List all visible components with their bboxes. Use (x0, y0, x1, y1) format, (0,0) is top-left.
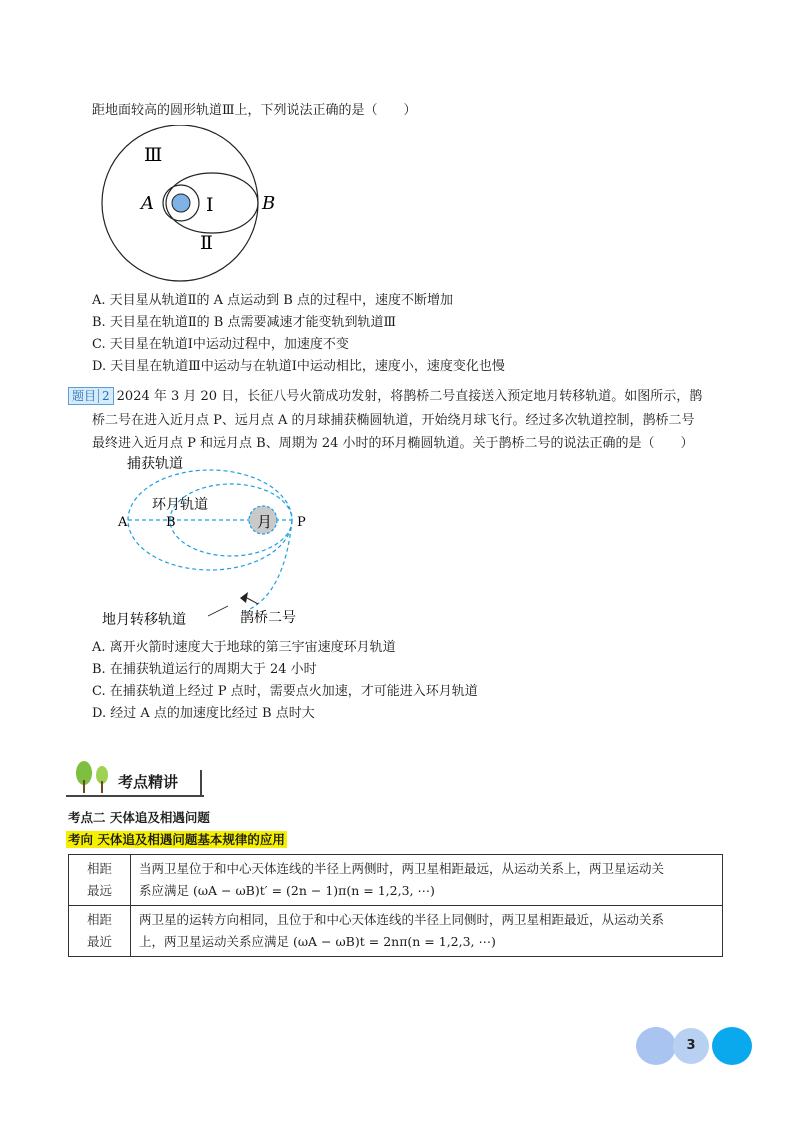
q2-stem-line-1: 题目 2 2024 年 3 月 20 日，长征八号火箭成功发射，将鹊桥二号直接送入预定地月转移轨道。如图所示，鹊 (68, 387, 702, 407)
earth-planet (172, 194, 190, 212)
q1-option-a: A. 天目星从轨道Ⅱ的 A 点运动到 B 点的过程中，速度不断增加 (92, 293, 453, 308)
question-tag: 题目 2 (68, 387, 114, 405)
page-circle-right (712, 1027, 752, 1065)
q2-option-c: C. 在捕获轨道上经过 P 点时，需要点火加速，才可能进入环月轨道 (92, 684, 478, 699)
section-underline (66, 795, 204, 797)
label-A: A (141, 193, 154, 214)
page-number: 3 (673, 1028, 709, 1064)
probe-leader (247, 598, 258, 604)
q1-option-b: B. 天目星在轨道Ⅱ的 B 点需要减速才能变轨到轨道Ⅲ (92, 315, 397, 330)
transfer-orbit-label: 地月转移轨道 (102, 612, 186, 628)
page-circle-left (636, 1027, 676, 1065)
q2-option-d: D. 经过 A 点的加速度比经过 B 点时大 (92, 706, 315, 721)
q1-option-c: C. 天目星在轨道Ⅰ中运动过程中，加速度不变 (92, 337, 349, 352)
moon-label: 月 (257, 513, 273, 531)
q2-stem-line-2: 桥二号在进入近月点 P、远月点 A 的月球捕获椭圆轨道，开始绕月球飞行。经过多次轨道控制，鹊桥二号 (92, 413, 695, 428)
q1-orbit-figure (100, 125, 280, 285)
capture-orbit-label: 捕获轨道 (127, 456, 183, 472)
tree-icon (72, 760, 114, 794)
q2-orbit-figure (100, 452, 340, 632)
lunar-orbit-label: 环月轨道 (152, 497, 208, 513)
transfer-leader (208, 606, 228, 616)
label-B: B (262, 193, 276, 214)
row-head: 相距 最远 (69, 855, 131, 906)
q2-option-a: A. 离开火箭时速度大于地球的第三宇宙速度环月轨道 (92, 640, 396, 655)
probe-arrow-icon (240, 592, 248, 603)
label-II: Ⅱ (200, 232, 213, 254)
label-III: Ⅲ (144, 144, 163, 166)
table-row (69, 855, 723, 906)
point-title: 考点二 天体追及相遇问题 (68, 810, 210, 825)
q2-option-b: B. 在捕获轨道运行的周期大于 24 小时 (92, 662, 317, 677)
label-A: A (118, 515, 128, 530)
table-row (69, 906, 723, 957)
row-body: 当两卫星位于和中心天体连线的半径上两侧时，两卫星相距最远，从运动关系上，两卫星运动关 系应满足 (ωA − ωB)t′ = (2n − 1)π(n = 1,2,3, ⋯) (131, 855, 723, 906)
probe-label: 鹊桥二号 (240, 610, 296, 626)
row-head: 相距 最近 (69, 906, 131, 957)
rules-table (68, 854, 723, 957)
transfer-orbit (248, 520, 292, 610)
section-title: 考点精讲 (118, 773, 179, 791)
section-underline-tick (200, 770, 202, 796)
label-P: P (297, 515, 306, 530)
q1-stem: 距地面较高的圆形轨道Ⅲ上，下列说法正确的是（ ） (92, 103, 417, 118)
label-I: Ⅰ (206, 194, 214, 216)
q2-stem-line-3: 最终进入近月点 P 和远月点 B、周期为 24 小时的环月椭圆轨道。关于鹊桥二号的说法正确的是（ ） (92, 436, 694, 451)
q1-option-d: D. 天目星在轨道Ⅲ中运动与在轨道Ⅰ中运动相比，速度小，速度变化也慢 (92, 359, 505, 374)
label-B: B (166, 515, 176, 530)
direction-title: 考向 天体追及相遇问题基本规律的应用 (68, 832, 285, 847)
row-body: 两卫星的运转方向相同，且位于和中心天体连线的半径上同侧时，两卫星相距最近，从运动关系 上，两卫星运动关系应满足 (ωA − ωB)t = 2nπ(n = 1,2,3, ⋯) (131, 906, 723, 957)
